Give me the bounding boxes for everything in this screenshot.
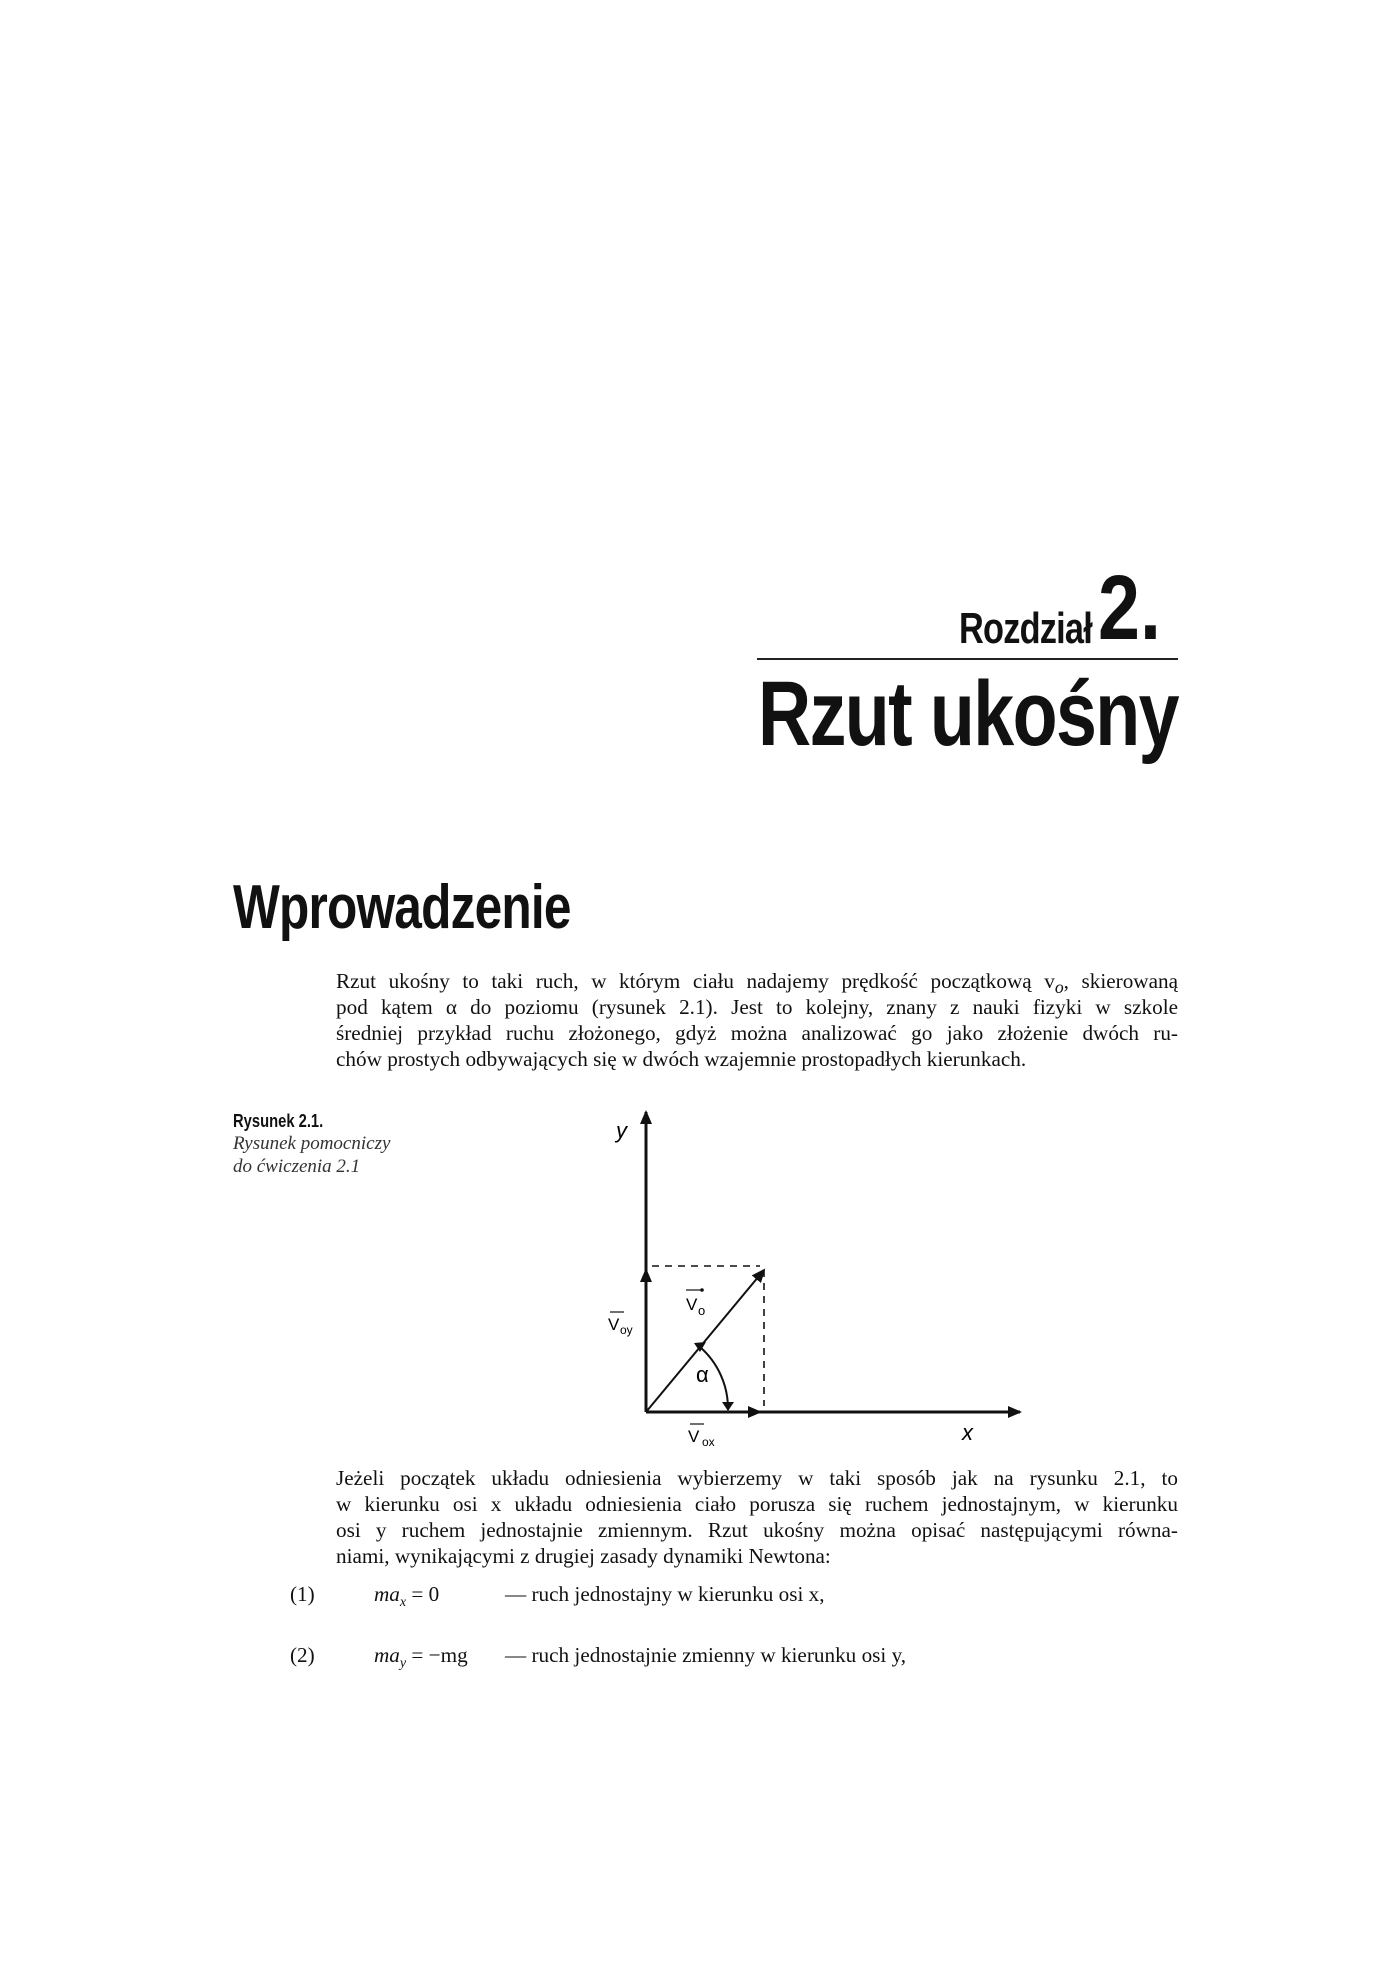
body-line-1: Jeżeli początek układu odniesienia wybierzemy w taki sposób jak na rysunku 2.1, to (336, 1466, 1178, 1490)
intro-line-4: chów prostych odbywających się w dwóch wzajemnie prostopadłych kierunkach. (336, 1047, 1027, 1071)
vector-diagram (560, 1100, 1040, 1450)
v0-label (686, 1288, 705, 1318)
svg-text:V: V (608, 1315, 620, 1334)
figure-caption-line-1: Rysunek pomocniczy (233, 1133, 391, 1154)
equation-description: — ruch jednostajny w kierunku osi x, (505, 1582, 825, 1606)
figure-caption-line-2: do ćwiczenia 2.1 (233, 1156, 361, 1177)
svg-text:oy: oy (620, 1323, 633, 1337)
chapter-label: Rozdział (959, 604, 1092, 653)
intro-line-2: pod kątem α do poziomu (rysunek 2.1). Jest to kolejny, znany z nauki fizyki w szkole (336, 995, 1178, 1019)
section-title: Wprowadzenie (233, 873, 571, 942)
intro-line-1: Rzut ukośny to taki ruch, w którym ciału nadajemy prędkość początkową $v_o$, skierowaną (336, 969, 1178, 994)
body-paragraph (336, 1465, 1178, 1569)
vox-label (688, 1424, 715, 1449)
intro-paragraph (336, 968, 1178, 1072)
body-line-4: niami, wynikającymi z drugiej zasady dynamiki Newtona: (336, 1544, 831, 1568)
intro-line-3: średniej przykład ruchu złożonego, gdyż można analizować go jako złożenie dwóch ru- (336, 1021, 1178, 1045)
angle-arrow-bottom (722, 1402, 734, 1411)
angle-label: α (696, 1362, 709, 1387)
chapter-title: Rzut ukośny (758, 663, 1178, 765)
equation-formula: $ma_y = -mg$ (374, 1643, 468, 1672)
equation-formula: $ma_x = 0$ (374, 1582, 440, 1611)
equation-number: (1) (290, 1582, 315, 1606)
svg-text:o: o (698, 1303, 706, 1318)
x-axis-label: x (962, 1420, 973, 1445)
svg-text:V: V (688, 1427, 700, 1446)
figure-label: Rysunek 2.1. (233, 1111, 324, 1131)
equation-number: (2) (290, 1643, 315, 1667)
v0-vector (646, 1270, 764, 1412)
equation-description: — ruch jednostajnie zmienny w kierunku osi y, (505, 1643, 907, 1667)
voy-label (608, 1312, 633, 1337)
body-line-2: w kierunku osi x układu odniesienia ciało porusza się ruchem jednostajnym, w kierunku (336, 1492, 1178, 1516)
chapter-number: 2. (1098, 557, 1161, 659)
chapter-divider (757, 658, 1178, 660)
y-axis-label: y (616, 1118, 627, 1143)
body-line-3: osi y ruchem jednostajnie zmiennym. Rzut ukośny można opisać następującymi równa- (336, 1518, 1178, 1542)
svg-text:V: V (686, 1295, 698, 1314)
svg-text:ox: ox (702, 1435, 715, 1449)
figure-caption (233, 1110, 433, 1178)
